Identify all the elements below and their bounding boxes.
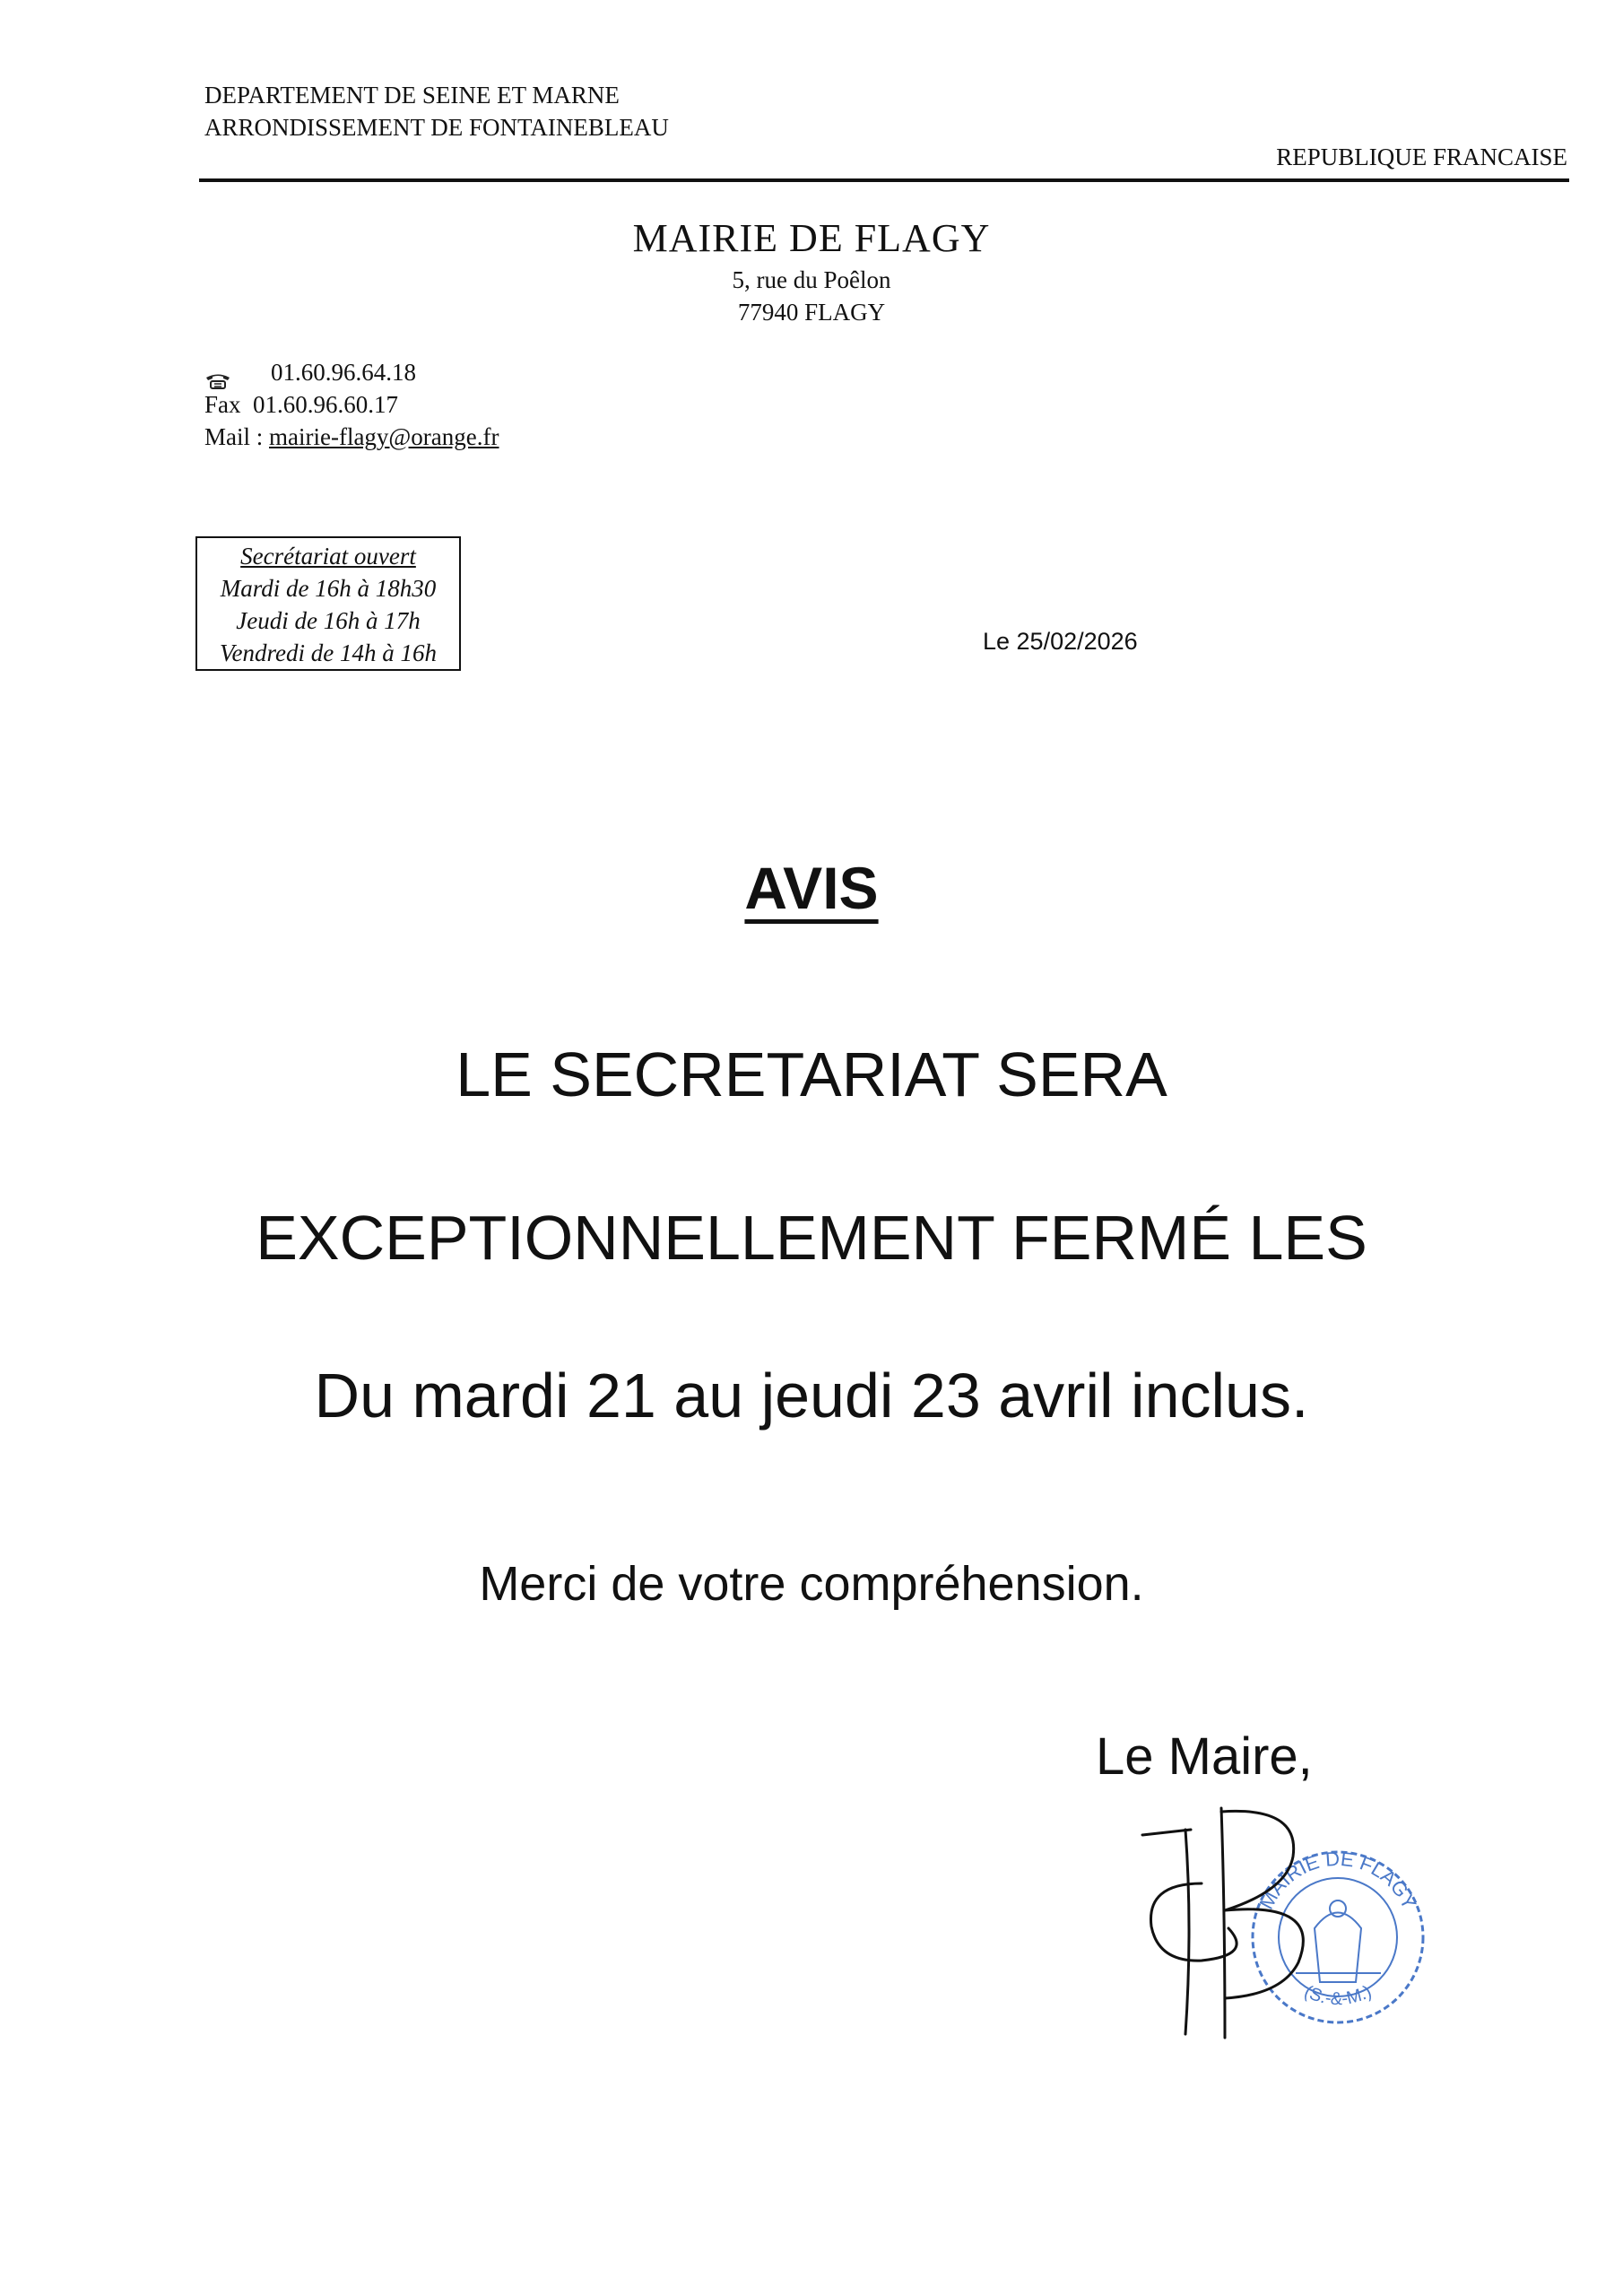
phone-number: 01.60.96.64.18 xyxy=(271,359,416,386)
thanks-line: Merci de votre compréhension. xyxy=(479,1557,1144,1611)
mail-link[interactable]: mairie-flagy@orange.fr xyxy=(269,423,499,450)
republique-label: REPUBLIQUE FRANCAISE xyxy=(1276,144,1567,170)
mairie-block xyxy=(0,213,1623,328)
svg-text:(S.-&-M.): (S.-&-M.) xyxy=(1300,1981,1376,2010)
signoff: Le Maire, xyxy=(1096,1727,1313,1786)
notice-heading: AVIS xyxy=(744,855,879,921)
opening-hours-line: Mardi de 16h à 18h30 xyxy=(220,575,437,602)
arrondissement-name: ARRONDISSEMENT DE FONTAINEBLEAU xyxy=(204,114,669,141)
phone-icon xyxy=(204,366,231,384)
mail-label: Mail : xyxy=(204,423,264,450)
mail-row xyxy=(204,421,499,453)
document-date: Le 25/02/2026 xyxy=(983,628,1138,655)
opening-hours-line: Vendredi de 14h à 16h xyxy=(220,639,437,666)
fax-number: 01.60.96.60.17 xyxy=(253,391,398,418)
opening-hours-box xyxy=(195,536,461,671)
svg-text:MAIRIE DE FLAGY: MAIRIE DE FLAGY xyxy=(1254,1847,1421,1913)
contact-block xyxy=(204,356,499,453)
notice-line-3: Du mardi 21 au jeudi 23 avril inclus. xyxy=(314,1361,1309,1431)
phone-row xyxy=(204,356,499,388)
official-stamp xyxy=(1253,1848,1423,2022)
notice-line-2: EXCEPTIONNELLEMENT FERMÉ LES xyxy=(256,1203,1367,1273)
handwritten-signature xyxy=(1142,1808,1303,2038)
opening-hours-line: Jeudi de 16h à 17h xyxy=(236,607,421,634)
fax-row xyxy=(204,388,499,421)
header-divider xyxy=(199,178,1569,182)
notice-line-1: LE SECRETARIAT SERA xyxy=(456,1039,1167,1109)
mairie-city: 77940 FLAGY xyxy=(737,299,886,326)
department-header xyxy=(204,79,669,144)
fax-label: Fax xyxy=(204,391,241,418)
opening-hours-title: Secrétariat ouvert xyxy=(240,543,416,570)
department-name: DEPARTEMENT DE SEINE ET MARNE xyxy=(204,82,620,109)
mairie-name: MAIRIE DE FLAGY xyxy=(632,216,991,260)
signature-and-stamp xyxy=(1139,1803,1435,2054)
mairie-street: 5, rue du Poêlon xyxy=(732,266,891,293)
